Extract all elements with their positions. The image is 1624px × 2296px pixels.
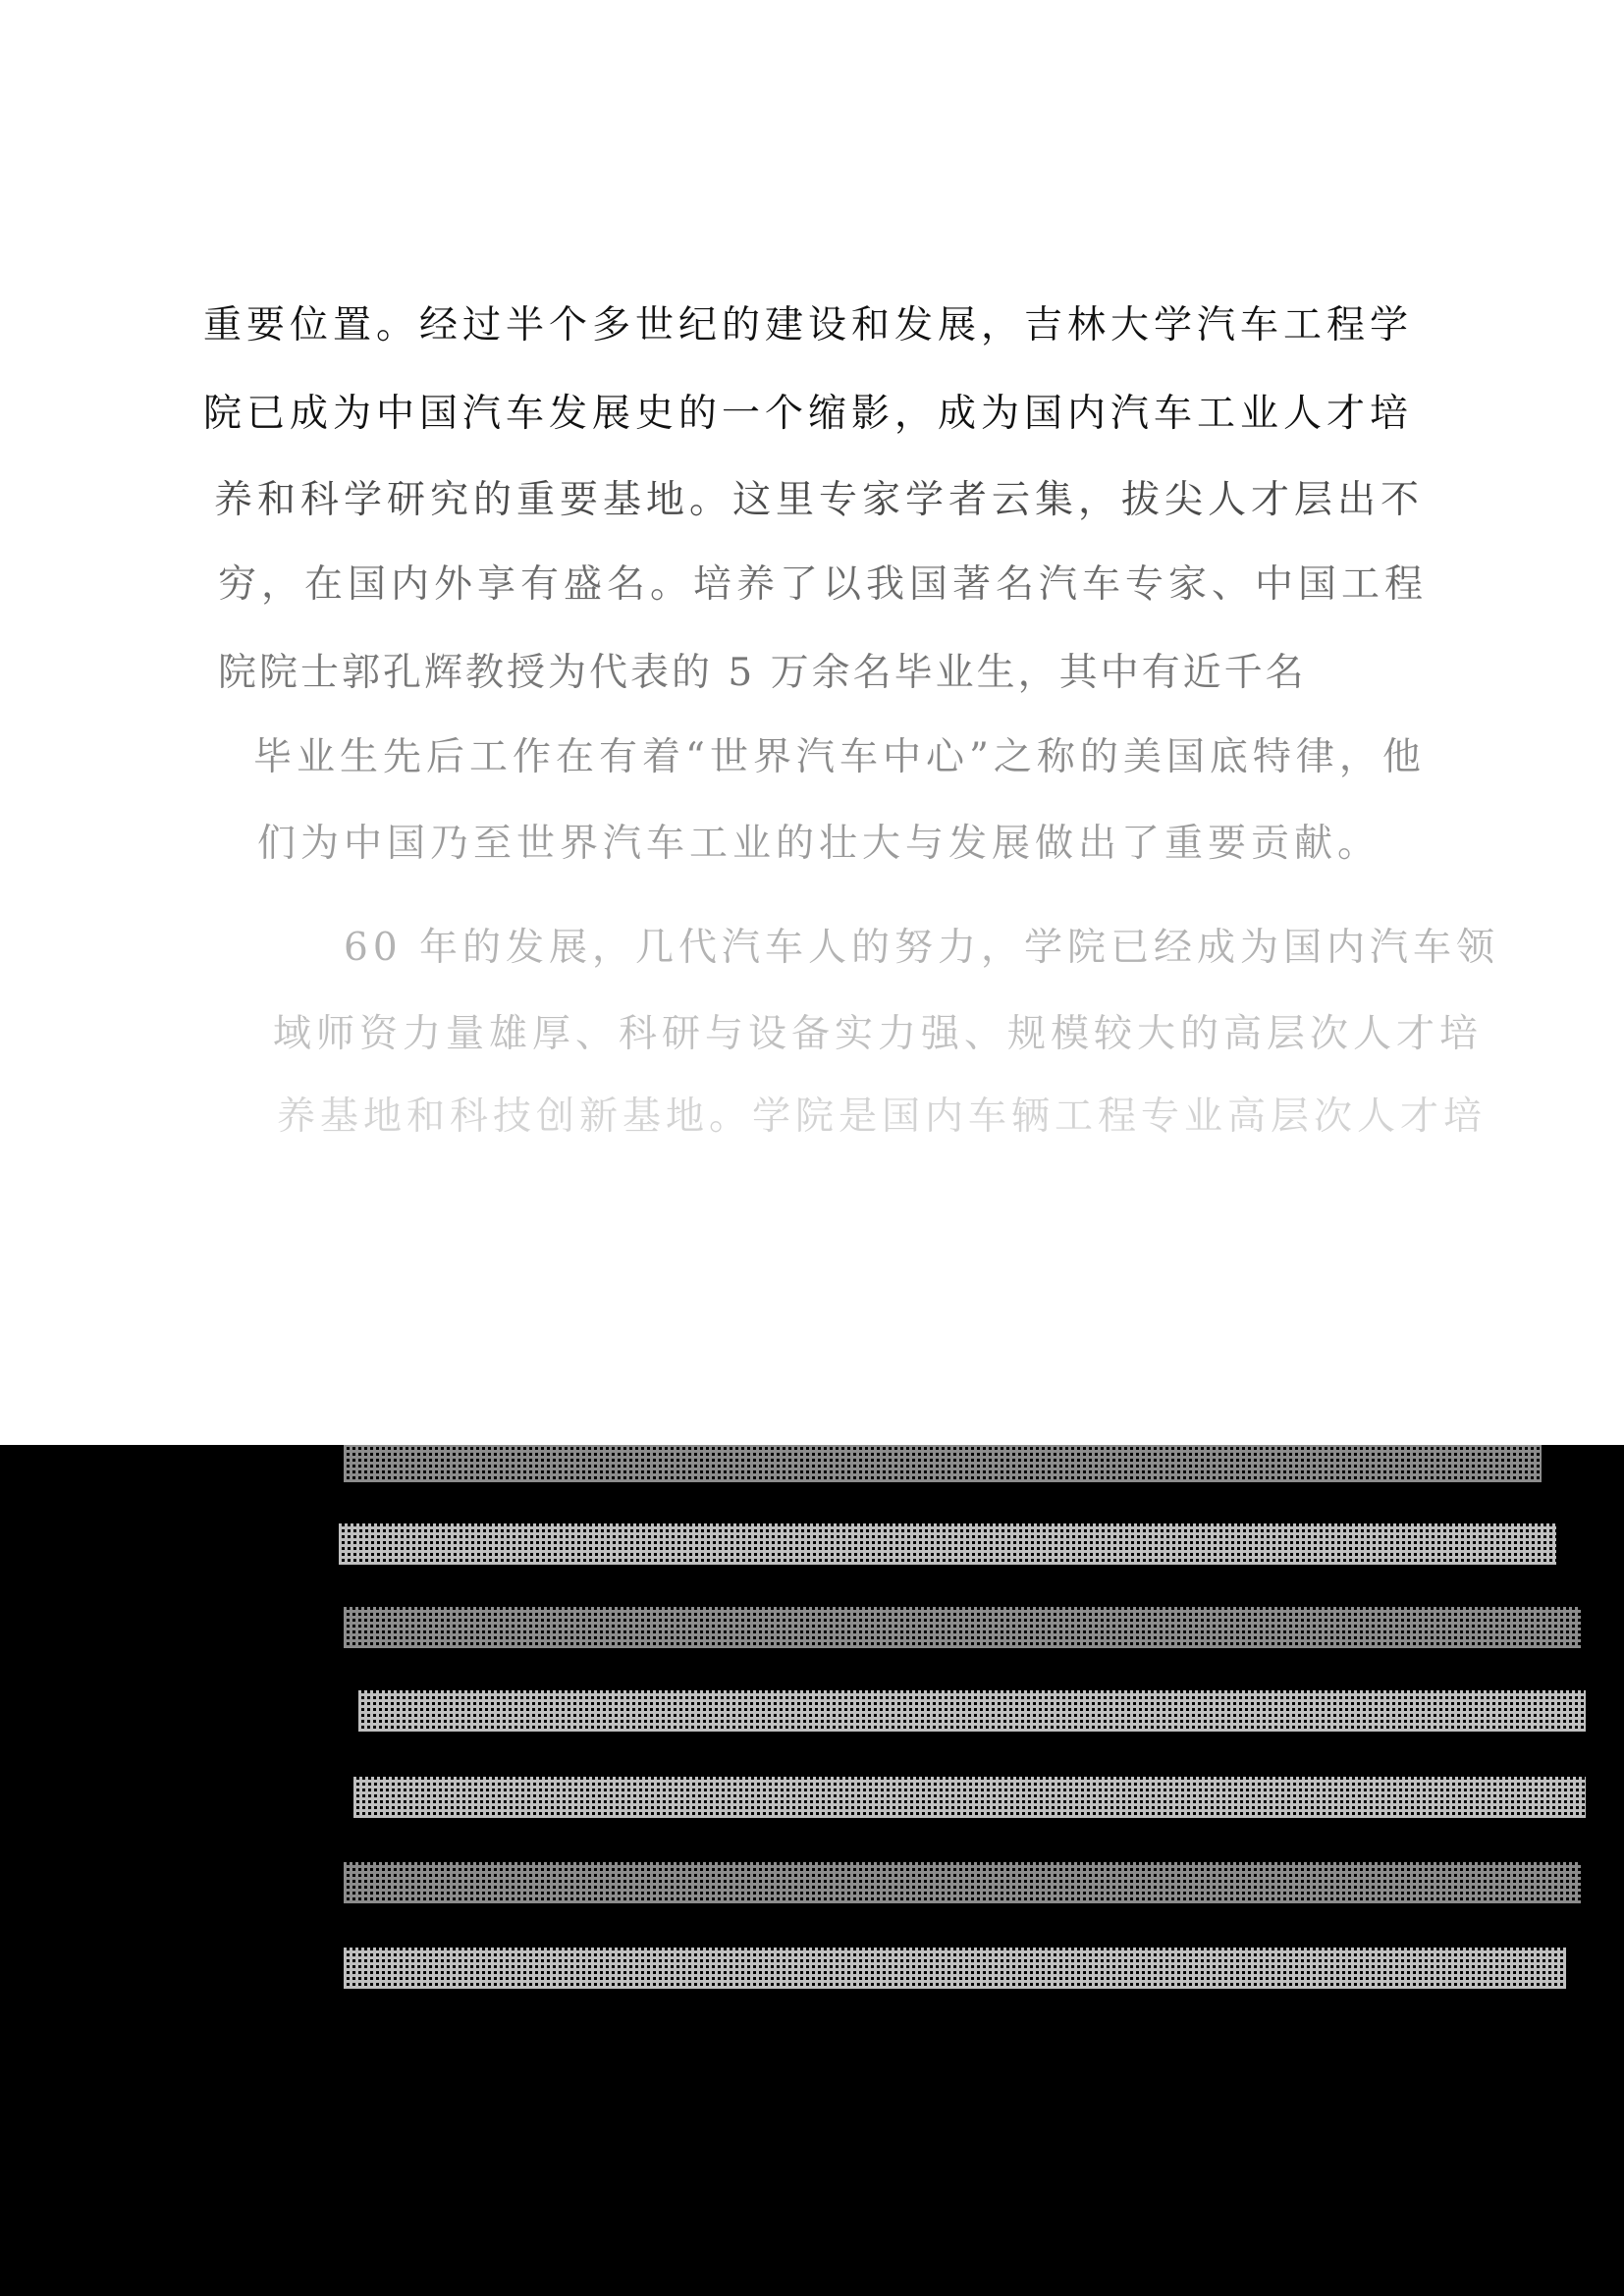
paragraph-line: 重要位置。经过半个多世纪的建设和发展，吉林大学汽车工程学 — [203, 303, 1414, 347]
paragraph-line: 毕业生先后工作在有着“世界汽车中心”之称的美国底特律，他 — [253, 735, 1426, 779]
scan-noise-line — [344, 1607, 1581, 1648]
scan-noise-line — [344, 1948, 1566, 1989]
paragraph-line: 们为中国乃至世界汽车工业的壮大与发展做出了重要贡献。 — [257, 822, 1381, 866]
paragraph-line: 域师资力量雄厚、科研与设备实力强、规模较大的高层次人才培 — [273, 1012, 1484, 1056]
paragraph-line: 养和科学研究的重要基地。这里专家学者云集，拔尖人才层出不 — [214, 478, 1425, 522]
paragraph-line: 养基地和科技创新基地。学院是国内车辆工程专业高层次人才培 — [277, 1095, 1488, 1139]
scan-noise-line — [358, 1690, 1586, 1732]
scan-noise-line — [353, 1777, 1586, 1818]
paragraph-line: 院院士郭孔辉教授为代表的 5 万余名毕业生，其中有近千名 — [218, 651, 1307, 695]
paragraph-line: 穷，在国内外享有盛名。培养了以我国著名汽车专家、中国工程 — [218, 562, 1429, 607]
scan-noise-line — [344, 1862, 1581, 1903]
scan-dark-band — [0, 1445, 1624, 2296]
paragraph-line: 院已成为中国汽车发展史的一个缩影，成为国内汽车工业人才培 — [203, 392, 1414, 436]
scan-noise-line — [339, 1523, 1556, 1565]
paragraph-line: 60 年的发展，几代汽车人的努力，学院已经成为国内汽车领 — [344, 926, 1500, 970]
scan-noise-line — [344, 1445, 1542, 1482]
